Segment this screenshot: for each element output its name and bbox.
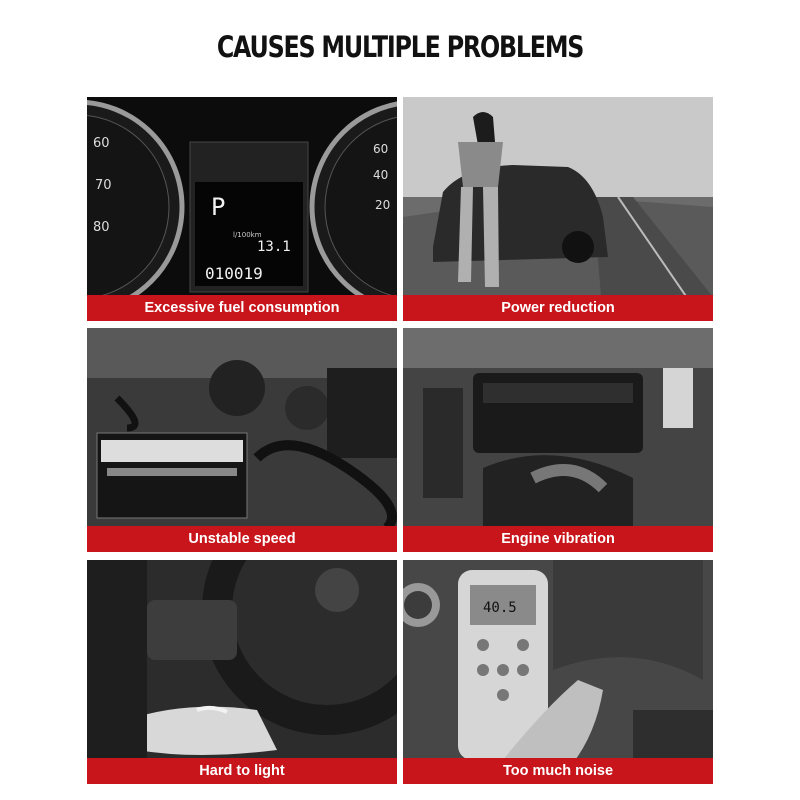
caption: Too much noise <box>403 758 713 784</box>
caption: Power reduction <box>403 295 713 321</box>
card-too-much-noise <box>403 560 713 784</box>
caption: Hard to light <box>87 758 397 784</box>
gear-indicator: P <box>211 193 226 221</box>
gauge-right-1: 60 <box>373 142 389 156</box>
dashboard-photo <box>87 97 397 321</box>
noise-meter-photo <box>403 560 713 784</box>
caption: Unstable speed <box>87 526 397 552</box>
ignition-photo <box>87 560 397 784</box>
card-engine-vibration <box>403 328 713 552</box>
gauge-left-3: 80 <box>93 220 110 235</box>
meter-reading: 40.5 <box>483 600 517 616</box>
page-title: CAUSES MULTIPLE PROBLEMS <box>216 30 584 64</box>
card-hard-to-light <box>87 560 397 784</box>
fuel-value: 13.1 <box>257 239 291 255</box>
odometer: 010019 <box>205 264 263 283</box>
fuel-unit: l/100km <box>233 231 262 239</box>
card-fuel-consumption <box>87 97 397 321</box>
engine-battery-photo <box>87 328 397 552</box>
caption: Engine vibration <box>403 526 713 552</box>
caption: Excessive fuel consumption <box>87 295 397 321</box>
gauge-left-2: 70 <box>95 178 112 193</box>
engine-photo <box>403 328 713 552</box>
card-power-reduction <box>403 97 713 321</box>
road-photo <box>403 97 713 321</box>
gauge-left-1: 60 <box>93 136 110 151</box>
gauge-right-3: 20 <box>375 198 391 212</box>
card-unstable-speed <box>87 328 397 552</box>
gauge-right-2: 40 <box>373 168 389 182</box>
